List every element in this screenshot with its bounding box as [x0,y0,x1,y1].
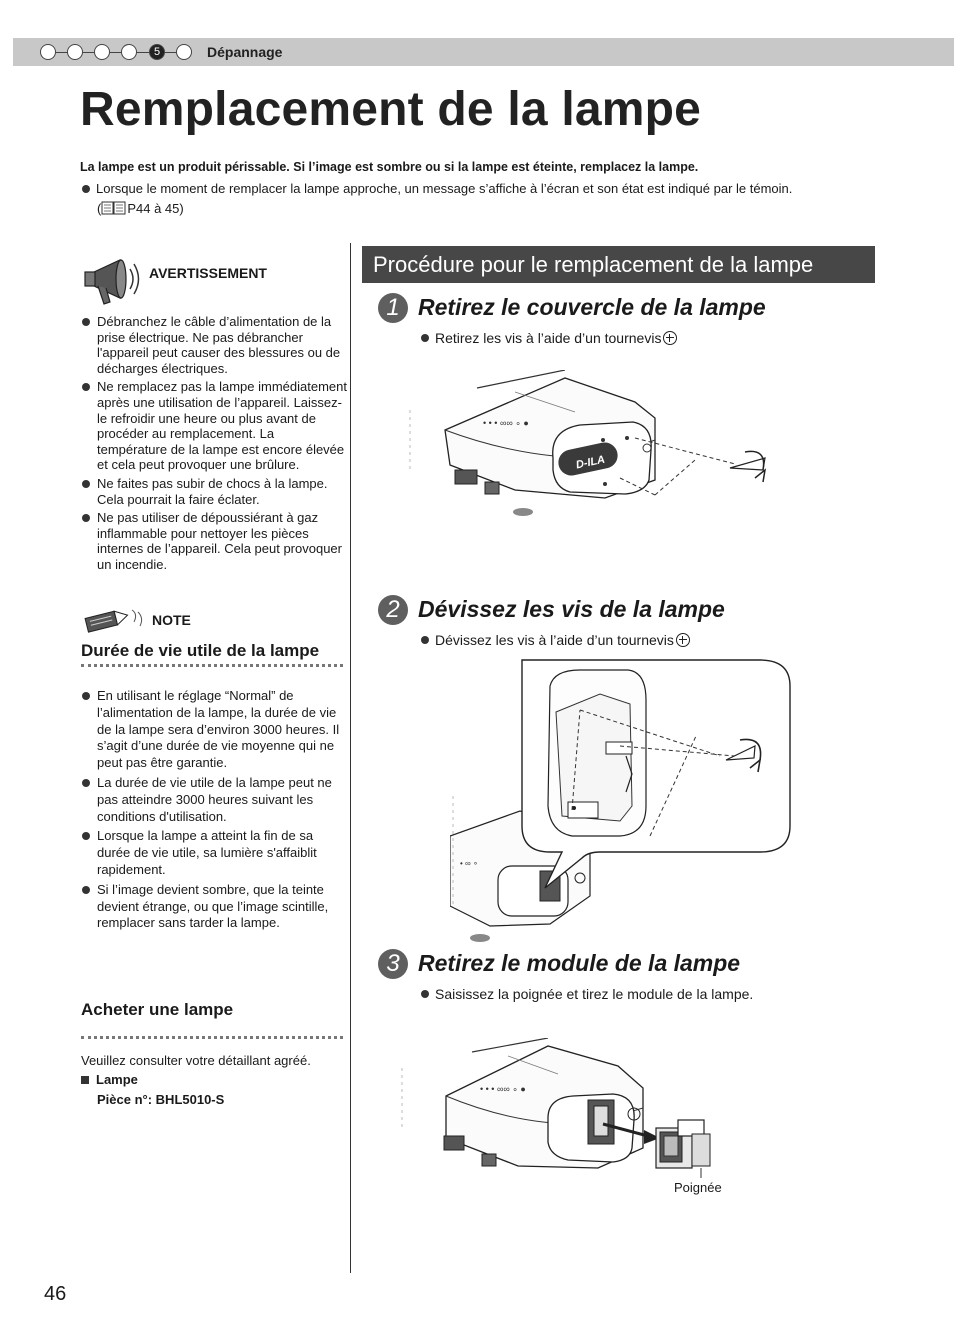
step-progress-line [40,52,192,53]
step-circle-6 [176,44,192,60]
dotted-divider [81,664,343,667]
intro-bullet [82,181,792,196]
buy-lamp-title: Acheter une lampe [81,1000,234,1019]
bullet-icon [82,185,90,193]
pencil-note-icon [82,604,148,634]
intro-bold-text: La lampe est un produit périssable. Si l’image est sombre ou si la lampe est éteinte, remplacez la lampe. [80,160,699,174]
handle-caption: Poignée [674,1180,722,1195]
step-circle-1 [40,44,56,60]
step-number-1: 1 [378,293,408,323]
list-item: Ne remplacez pas la lampe immédiatement après une utilisation de l’appareil. Laissez-le refroidir une heure ou plus avant de procéder au remplacement. La température de la lampe est encore élevée et cela peut provoquer une brûlure. [81,379,347,473]
header-bar [13,38,954,66]
step-title-3: Retirez le module de la lampe [418,950,741,976]
square-bullet-icon [81,1076,89,1084]
section-label: Dépannage [207,44,283,60]
page-number: 46 [44,1283,67,1305]
reference-paren: ( [97,201,102,216]
lamp-life-list [81,688,347,935]
step-circle-2 [67,44,83,60]
step-number-2: 2 [378,595,408,625]
step-circle-3 [94,44,110,60]
svg-text:• • • ∞∞ ∘ ●: • • • ∞∞ ∘ ● [483,418,529,428]
dila-logo-text: D-ILA [574,453,607,472]
step-circle-4 [121,44,137,60]
note-label: NOTE [152,612,191,628]
list-item: Débranchez le câble d’alimentation de la prise électrique. Ne pas débrancher l'appareil peut causer des blessures ou de décharges électriques. [81,314,347,376]
page-reference[interactable] [97,201,184,216]
projector-cover-illustration [405,370,785,520]
list-item: En utilisant le réglage “Normal” de l’alimentation de la lampe, la durée de vie de la lampe sera d’environ 3000 heures. Il s’agit d’une durée de vie moyenne qui ne peut pas être garantie. [81,688,347,772]
column-divider [350,243,351,1273]
book-icon [101,201,127,215]
lamp-life-title: Durée de vie utile de la lampe [81,641,320,660]
intro-bullet-text: Lorsque le moment de remplacer la lampe approche, un message s’affiche à l’écran et son état est indiqué par le témoin. [96,181,793,196]
bullet-icon [421,990,429,998]
warning-label: AVERTISSEMENT [149,265,267,281]
part-label-text: Lampe [96,1072,138,1087]
list-item: Lorsque la lampe a atteint la fin de sa durée de vie utile, sa lumière s'affaiblit rapidement. [81,828,347,878]
bullet-icon [421,636,429,644]
procedure-banner: Procédure pour le remplacement de la lampe [362,246,875,283]
reference-pages: P44 à 45) [127,201,184,216]
buy-lamp-text: Veuillez consulter votre détaillant agréé. [81,1053,311,1068]
list-item: Ne faites pas subir de chocs à la lampe. Cela pourrait la faire éclater. [81,476,347,507]
list-item: La durée de vie utile de la lampe peut ne pas atteindre 3000 heures suivant les conditions d'utilisation. [81,775,347,825]
megaphone-icon [80,252,146,308]
dotted-divider [81,1036,343,1039]
phillips-screwdriver-icon [663,331,677,345]
lamp-module-illustration [398,1038,728,1178]
step-text-1: Retirez les vis à l’aide d’un tournevis [435,330,662,346]
step-number-3: 3 [378,949,408,979]
step-title-1: Retirez le couvercle de la lampe [418,294,766,320]
step-instruction-2 [421,632,690,648]
list-item: Ne pas utiliser de dépoussiérant à gaz inflammable pour nettoyer les pièces internes de l’appareil. Cela peut provoquer un incendie. [81,510,347,572]
step-text-2: Dévissez les vis à l’aide d’un tournevis [435,632,674,648]
page-title: Remplacement de la lampe [80,83,702,136]
phillips-screwdriver-icon [676,633,690,647]
step-title-2: Dévissez les vis de la lampe [418,596,725,622]
part-number: Pièce n°: BHL5010-S [97,1092,225,1107]
step-text-3: Saisissez la poignée et tirez le module de la lampe. [435,986,754,1002]
warning-list [81,314,347,576]
bullet-icon [421,334,429,342]
lamp-screws-illustration [450,656,795,944]
svg-text:• • • ∞∞ ∘ ●: • • • ∞∞ ∘ ● [480,1084,526,1094]
svg-text:• ∞ ∘: • ∞ ∘ [460,859,478,868]
step-instruction-3 [421,986,753,1002]
part-label [81,1072,138,1087]
list-item: Si l’image devient sombre, que la teinte devient étrange, ou que l’image scintille, remplacer sans tarder la lampe. [81,882,347,932]
step-circle-active: 5 [149,44,165,60]
step-instruction-1 [421,330,677,346]
